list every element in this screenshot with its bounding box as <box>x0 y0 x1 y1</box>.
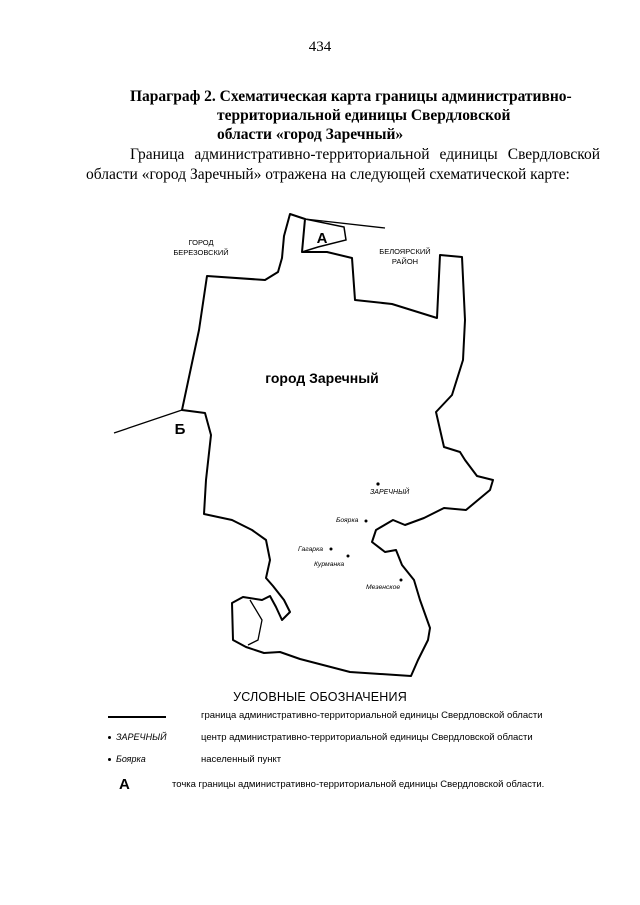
gagarka-label: Гагарка <box>298 546 324 553</box>
legend-center-desc: центр административно-территориальной единицы Свердловской области <box>201 732 533 743</box>
intro-line-1: Граница административно-территориальной единицы Свердловской <box>130 146 600 163</box>
boyarka-marker <box>365 520 368 523</box>
settlement-dot-icon <box>108 758 111 761</box>
intro-line-2: области «город Заречный» отражена на следующей схематической карте: <box>86 166 570 183</box>
heading-line-3: области «город Заречный» <box>217 126 404 143</box>
mezenskoe-marker <box>400 579 403 582</box>
boundary-line-to-point-b <box>114 410 182 433</box>
point-a-label: А <box>316 230 328 247</box>
legend-row-settlement <box>0 753 640 771</box>
heading-line-2: территориальной единицы Свердловской <box>217 107 511 124</box>
legend-row-point <box>0 777 640 795</box>
heading-line-1: Параграф 2. Схематическая карта границы административно- <box>130 88 572 105</box>
legend-point-symbol: А <box>119 776 130 793</box>
legend-settlement-desc: населенный пункт <box>201 754 282 765</box>
legend-center-symbol: ЗАРЕЧНЫЙ <box>116 732 167 742</box>
legend-title: УСЛОВНЫЕ ОБОЗНАЧЕНИЯ <box>233 690 407 704</box>
kurmanka-label: Курманка <box>314 561 345 568</box>
neighbor-east-line-2: РАЙОН <box>391 257 419 266</box>
legend-row-boundary <box>0 709 640 727</box>
legend-boundary-desc: граница административно-территориальной единицы Свердловской области <box>201 710 543 721</box>
zarechny-label: ЗАРЕЧНЫЙ <box>370 489 410 496</box>
neighbor-east-line-1: БЕЛОЯРСКИЙ <box>379 247 431 256</box>
kurmanka-marker <box>347 555 350 558</box>
center-dot-icon <box>108 736 111 739</box>
page-number: 434 <box>308 39 332 55</box>
zarechny-marker <box>376 482 379 485</box>
city-label: город Заречный <box>265 370 379 386</box>
boyarka-label: Боярка <box>336 517 359 524</box>
section-heading <box>130 87 600 144</box>
gagarka-marker <box>330 548 333 551</box>
boundary-line-to-point-a <box>305 219 385 228</box>
territory-boundary <box>182 214 493 676</box>
intro-paragraph <box>86 145 600 185</box>
legend-point-desc: точка границы административно-территориальной единицы Свердловской области. <box>172 779 545 790</box>
boundary-map <box>0 200 640 680</box>
territory-boundary-inner <box>248 600 262 645</box>
boundary-line-icon <box>108 716 166 718</box>
legend-row-center <box>0 731 640 749</box>
legend-settlement-symbol: Боярка <box>116 754 146 764</box>
neighbor-west-line-1: ГОРОД <box>188 238 214 247</box>
point-b-label: Б <box>174 421 186 438</box>
neighbor-west-line-2: БЕРЕЗОВСКИЙ <box>173 248 229 257</box>
mezenskoe-label: Мезенское <box>366 584 401 591</box>
